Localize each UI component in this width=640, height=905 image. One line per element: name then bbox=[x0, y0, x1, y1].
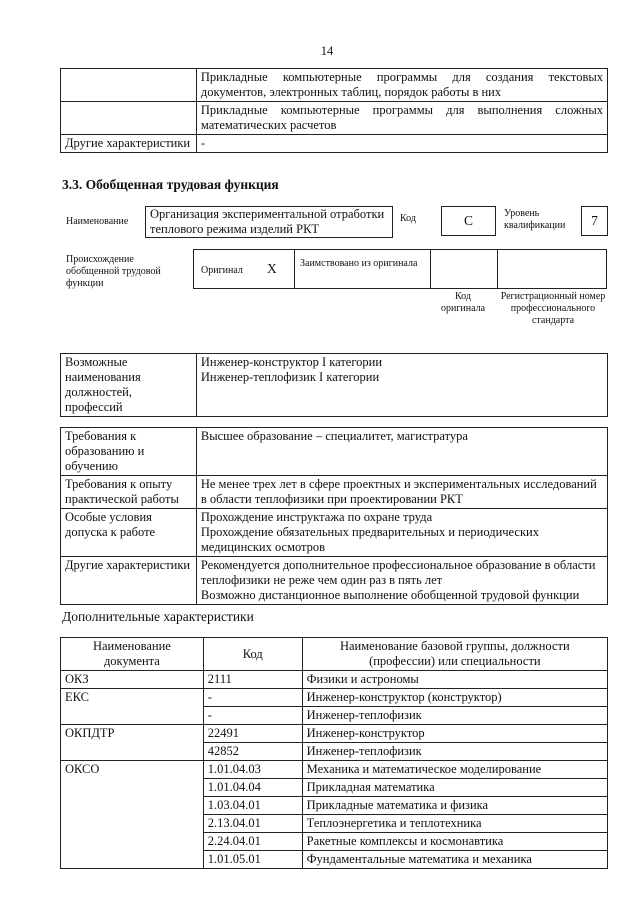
additional-title: Дополнительные характеристики bbox=[62, 609, 254, 624]
code-label: Код bbox=[400, 213, 416, 224]
level-value-box bbox=[581, 206, 608, 236]
origin-divider-3 bbox=[497, 249, 498, 289]
origin-label: Происхождение обобщенной трудовой функции bbox=[66, 254, 161, 289]
code-cell: - bbox=[203, 689, 302, 707]
row-label: Другие характеристики bbox=[61, 557, 197, 605]
table-row bbox=[61, 671, 608, 689]
position-item: Инженер-теплофизик I категории bbox=[200, 370, 380, 384]
code-cell: 1.01.04.03 bbox=[203, 761, 302, 779]
header-document: Наименование документа bbox=[61, 638, 204, 671]
requirements-table bbox=[60, 427, 608, 605]
doc-cell: ОКПДТР bbox=[61, 725, 204, 761]
table-row bbox=[61, 725, 608, 743]
code-cell: 1.03.04.01 bbox=[203, 797, 302, 815]
table-header-row bbox=[61, 638, 608, 671]
name-cell: Инженер-теплофизик bbox=[302, 707, 607, 725]
table-cell: Высшее образование – специалитет, магистратура bbox=[196, 428, 607, 476]
code-cell: 1.01.04.04 bbox=[203, 779, 302, 797]
table-cell bbox=[196, 509, 607, 557]
position-item: Инженер-конструктор I категории bbox=[200, 355, 383, 369]
row-label: Требования к образованию и обучению bbox=[61, 428, 197, 476]
code-cell: 2.13.04.01 bbox=[203, 815, 302, 833]
name-cell: Прикладная математика bbox=[302, 779, 607, 797]
table-row bbox=[61, 102, 608, 135]
table-row bbox=[61, 761, 608, 779]
original-mark: X bbox=[267, 261, 277, 276]
requirement-item: Прохождение обязательных предварительных и периодических медицинских осмотров bbox=[200, 525, 539, 554]
table-cell: Не менее трех лет в сфере проектных и экспериментальных исследований в области теплофизики при проектировании РКТ bbox=[196, 476, 607, 509]
name-cell: Инженер-теплофизик bbox=[302, 743, 607, 761]
page-number: 14 bbox=[320, 44, 334, 58]
table-row bbox=[61, 509, 608, 557]
doc-cell: ОКСО bbox=[61, 761, 204, 869]
requirement-item: Возможно дистанционное выполнение обобщенной трудовой функции bbox=[200, 588, 580, 602]
top-table bbox=[60, 68, 608, 153]
code-value: C bbox=[463, 213, 473, 228]
table-row bbox=[61, 476, 608, 509]
borrowed-label: Заимствовано из оригинала bbox=[300, 258, 418, 269]
name-cell: Инженер-конструктор bbox=[302, 725, 607, 743]
level-value: 7 bbox=[591, 213, 598, 228]
name-label: Наименование bbox=[66, 216, 129, 227]
table-row bbox=[61, 557, 608, 605]
section-title: 3.3. Обобщенная трудовая функция bbox=[62, 177, 279, 192]
name-cell: Теплоэнергетика и теплотехника bbox=[302, 815, 607, 833]
row-label: Требования к опыту практической работы bbox=[61, 476, 197, 509]
additional-table bbox=[60, 637, 608, 869]
code-cell: 22491 bbox=[203, 725, 302, 743]
code-cell: 42852 bbox=[203, 743, 302, 761]
level-label: Уровень квалификации bbox=[504, 208, 566, 231]
name-cell: Инженер-конструктор (конструктор) bbox=[302, 689, 607, 707]
row-label: Возможные наименования должностей, профессий bbox=[61, 354, 197, 417]
table-cell: - bbox=[196, 135, 607, 153]
table-cell bbox=[61, 102, 197, 135]
original-label: Оригинал bbox=[201, 265, 243, 276]
origin-divider-2 bbox=[430, 249, 431, 289]
header-name: Наименование базовой группы, должности (профессии) или специальности bbox=[302, 638, 607, 671]
table-row bbox=[61, 354, 608, 417]
requirement-item: Прохождение инструктажа по охране труда bbox=[200, 510, 433, 524]
table-row bbox=[61, 689, 608, 707]
name-cell: Прикладные математика и физика bbox=[302, 797, 607, 815]
code-value-box bbox=[441, 206, 496, 236]
doc-cell: ЕКС bbox=[61, 689, 204, 725]
table-cell bbox=[196, 354, 607, 417]
table-row bbox=[61, 69, 608, 102]
table-cell bbox=[61, 69, 197, 102]
table-row bbox=[61, 135, 608, 153]
doc-cell: ОКЗ bbox=[61, 671, 204, 689]
row-label: Особые условия допуска к работе bbox=[61, 509, 197, 557]
table-cell: Прикладные компьютерные программы для выполнения сложных математических расчетов bbox=[196, 102, 607, 135]
table-cell bbox=[196, 557, 607, 605]
table-cell: Прикладные компьютерные программы для создания текстовых документов, электронных таблиц, порядок работы в них bbox=[196, 69, 607, 102]
origin-divider-1 bbox=[294, 249, 295, 289]
header-code: Код bbox=[203, 638, 302, 671]
function-name-box bbox=[145, 206, 393, 238]
table-row bbox=[61, 428, 608, 476]
positions-table bbox=[60, 353, 608, 417]
code-original-caption: Код оригинала bbox=[440, 291, 486, 314]
code-cell: 2.24.04.01 bbox=[203, 833, 302, 851]
requirement-item: Рекомендуется дополнительное профессиональное образование в области теплофизики не реже чем один раз в пять лет bbox=[200, 558, 596, 587]
code-cell: 2111 bbox=[203, 671, 302, 689]
code-cell: 1.01.05.01 bbox=[203, 851, 302, 869]
name-cell: Ракетные комплексы и космонавтика bbox=[302, 833, 607, 851]
function-name: Организация экспериментальной отработки теплового режима изделий РКТ bbox=[150, 207, 385, 236]
name-cell: Фундаментальные математика и механика bbox=[302, 851, 607, 869]
code-cell: - bbox=[203, 707, 302, 725]
row-label: Другие характеристики bbox=[61, 135, 197, 153]
name-cell: Механика и математическое моделирование bbox=[302, 761, 607, 779]
reg-number-caption: Регистрационный номер профессионального стандарта bbox=[500, 291, 606, 326]
name-cell: Физики и астрономы bbox=[302, 671, 607, 689]
